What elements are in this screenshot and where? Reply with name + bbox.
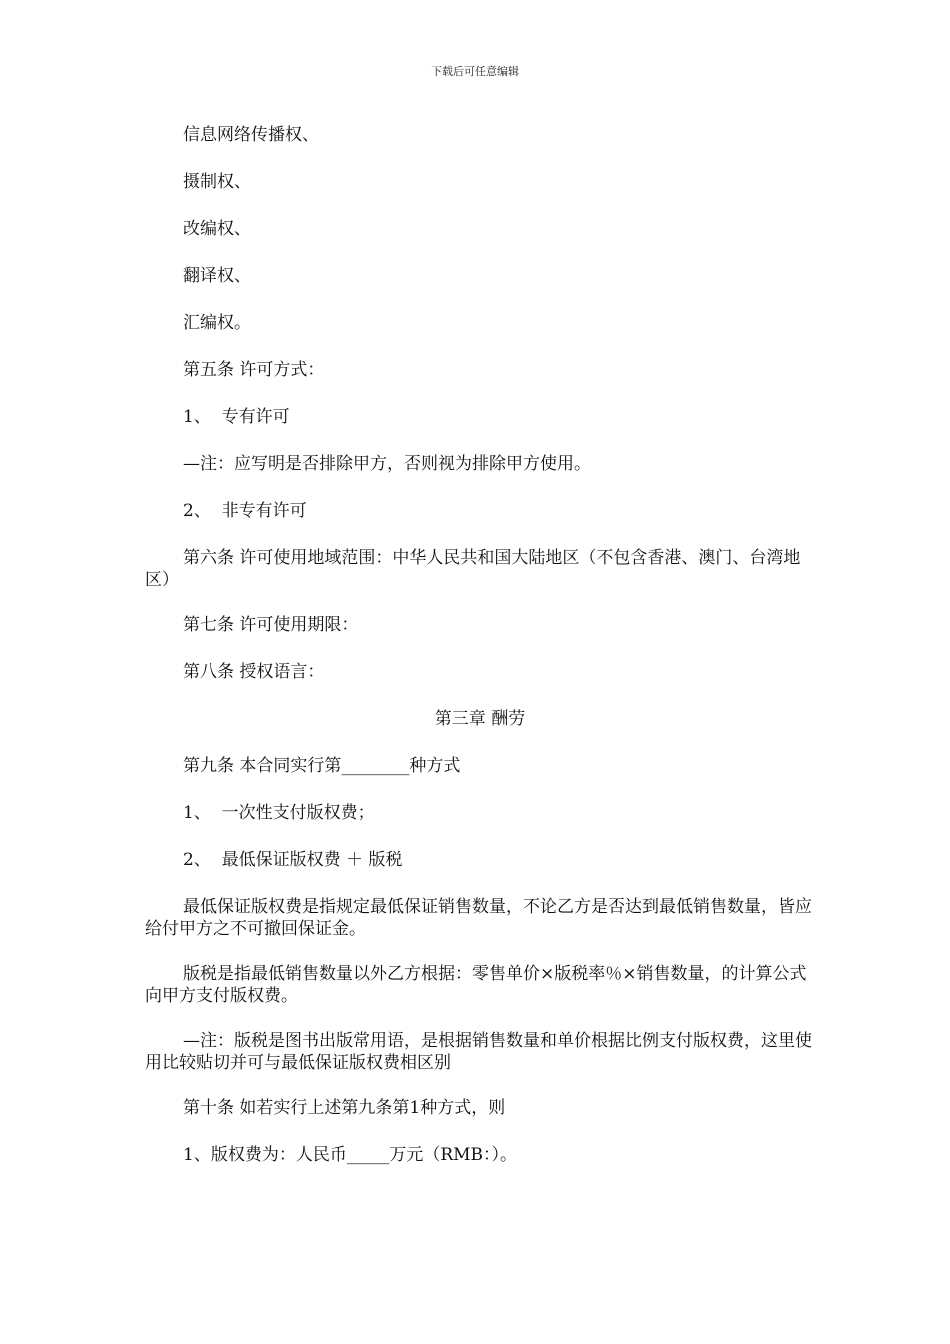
payment-option-1: 1、 一次性支付版权费； (183, 803, 375, 823)
right-item-translation: 翻译权、 (183, 266, 251, 286)
minimum-guarantee-definition: 最低保证版权费是指规定最低保证销售数量，不论乙方是否达到最低销售数量，皆应给付甲方之不可撤回保证金。 (145, 897, 812, 939)
page-header: 下载后可任意编辑 (431, 65, 519, 78)
right-item-filming: 摄制权、 (183, 172, 251, 192)
note-exclusive: —注：应写明是否排除甲方，否则视为排除甲方使用。 (183, 454, 591, 474)
right-item-compilation: 汇编权。 (183, 313, 251, 333)
chapter-3-title: 第三章 酬劳 (434, 709, 526, 729)
article-9: 第九条 本合同实行第________种方式 (183, 756, 461, 776)
article-8: 第八条 授权语言： (183, 662, 325, 682)
right-item-adaptation: 改编权、 (183, 219, 251, 239)
option-exclusive: 1、 专有许可 (183, 407, 290, 427)
article-5: 第五条 许可方式： (183, 360, 325, 380)
article-7: 第七条 许可使用期限： (183, 615, 359, 635)
right-item-network: 信息网络传播权、 (183, 125, 319, 145)
payment-option-2: 2、 最低保证版权费 ＋ 版税 (183, 850, 403, 870)
article-6: 第六条 许可使用地域范围：中华人民共和国大陆地区（不包含香港、澳门、台湾地区） (145, 548, 801, 590)
note-royalty: —注：版税是图书出版常用语，是根据销售数量和单价根据比例支付版权费，这里使用比较贴切并可与最低保证版权费相区别 (145, 1031, 812, 1073)
document-body (145, 124, 815, 1191)
fee-amount: 1、版权费为：人民币_____万元（RMB：）。 (183, 1145, 518, 1165)
option-non-exclusive: 2、 非专有许可 (183, 501, 307, 521)
royalty-definition: 版税是指最低销售数量以外乙方根据：零售单价×版税率％×销售数量，的计算公式向甲方支付版权费。 (145, 964, 807, 1006)
article-10: 第十条 如若实行上述第九条第1种方式，则 (183, 1098, 506, 1118)
